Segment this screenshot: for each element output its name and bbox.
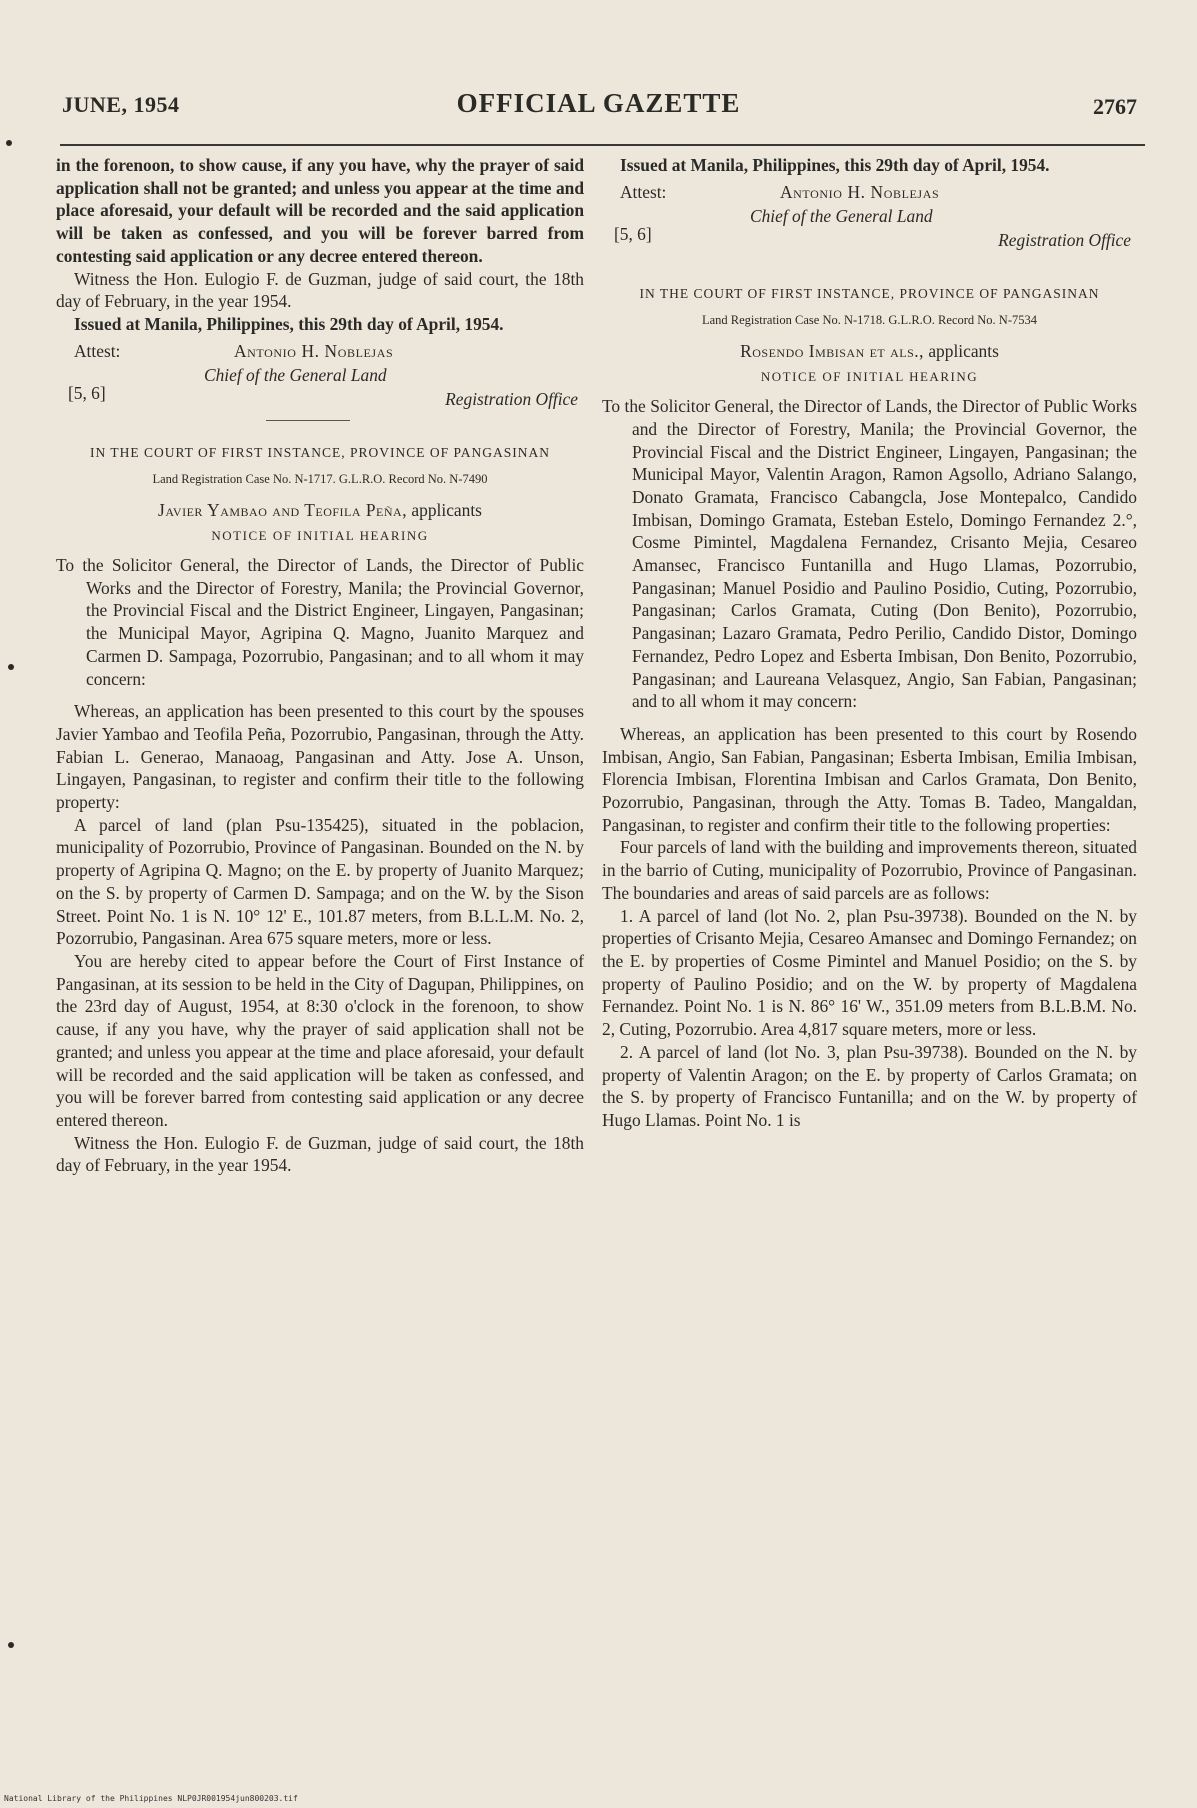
right-paragraph-whereas: Whereas, an application has been presented to this court by Rosendo Imbisan, Angio, San Fabian, Pangasinan; Esberta Imbisan, Emilia Imbisan, Florencia Imbisan, Florentina Imbisan and Carlos Gramata, Don Benito, Pozorrubio, Pangasinan, through the Atty. Tomas B. Tadeo, Mangaldan, Pangasinan, to register and confirm their title to the following properties: [602, 723, 1137, 835]
left-column [56, 154, 584, 1177]
scan-mark [8, 1642, 14, 1648]
scan-mark [6, 140, 12, 146]
left-notice-title: NOTICE OF INITIAL HEARING [211, 528, 429, 544]
issue-date: JUNE, 1954 [62, 92, 180, 117]
left-applicant-role: applicants [411, 499, 482, 520]
right-notice-title: NOTICE OF INITIAL HEARING [760, 369, 979, 385]
right-paragraph-parcels: Four parcels of land with the building and improvements thereon, situated in the barrio of Cuting, municipality of Pozorrubio, Province of Pangasinan. The boundaries and areas of said parcels are as follows: [602, 837, 1137, 903]
attest-signatory: Antonio H. Noblejas [780, 181, 940, 202]
left-attest-block [56, 340, 584, 426]
publication-title: OFFICIAL GAZETTE [456, 88, 741, 118]
left-applicant-names: Javier Yambao and Teofila Peña, [158, 499, 408, 520]
right-column [602, 154, 1137, 1132]
header-rule [60, 144, 1145, 146]
scan-footer: National Library of the Philippines NLP0JR001954jun800203.tif [4, 1794, 298, 1803]
attest-signatory: Antonio H. Noblejas [234, 340, 394, 361]
attest-title-line-2: Registration Office [445, 388, 578, 409]
right-applicant-role: applicants [928, 340, 999, 361]
left-paragraph-whereas: Whereas, an application has been presented to this court by the spouses Javier Yambao and Teofila Peña, Pozorrubio, Pangasinan, through the Atty. Fabian L. Generao, Manaoag, Pangasinan and Atty. Jose A. Unson, Lingayen, Pangasinan, to register and confirm their title to the following property: [56, 701, 584, 813]
right-addressees: To the Solicitor General, the Director of Lands, the Director of Public Works and the Director of Forestry, Manila; the Provincial Governor, the Provincial Fiscal and the District Engineer, Lingayen, Pangasinan; the Municipal Mayor, Valentin Aragon, Ramon Agsollo, Adriano Salango, Donato Gramata, Francisco Cabangcla, Jose Montepalco, Candido Imbisan, Domingo Gramata, Esteban Estelo, Domingo Fernandez 2.°, Cosme Pimintel, Magdalena Fernandez, Crisanto Mejia, Cesareo Amansec, Francisco Funtanilla and Hugo Llamas, Pozorrubio, Pangasinan; Manuel Posidio and Paulino Posidio, Cuting, Pozorrubio, Pangasinan; Carlos Gramata, Cuting (Don Benito), Pozorrubio, Pangasinan; Lazaro Gramata, Pedro Perilio, Candido Distor, Domingo Fernandez, Pedro Lopez and Esberta Imbisan, Don Benito, Pozorrubio, Pangasinan; and Laureana Velasquez, Angio, San Fabian, Pangasinan; and to all whom it may concern: [602, 396, 1137, 712]
left-paragraph-2: Witness the Hon. Eulogio F. de Guzman, judge of said court, the 18th day of February, in the year 1954. [56, 268, 584, 312]
left-addressees: To the Solicitor General, the Director of Lands, the Director of Public Works and the Director of Forestry, Manila; the Provincial Governor, the Provincial Fiscal and the District Engineer, Lingayen, Pangasinan; the Municipal Mayor, Agripina Q. Magno, Juanito Marquez and Carmen D. Sampaga, Pozorrubio, Pangasinan; and to all whom it may concern: [56, 555, 584, 689]
attest-title-line-1: Chief of the General Land [204, 364, 387, 385]
attest-label: Attest: [74, 340, 121, 361]
attest-reference: [5, 6] [68, 382, 106, 403]
section-divider [266, 420, 350, 421]
right-paragraph-1: Issued at Manila, Philippines, this 29th day of April, 1954. [620, 155, 1050, 175]
attest-title-line-1: Chief of the General Land [750, 205, 933, 226]
page-number: 2767 [1093, 94, 1137, 119]
right-case-number: Land Registration Case No. N-1718. G.L.R.O. Record No. N-7534 [701, 312, 1038, 327]
left-paragraph-3: Issued at Manila, Philippines, this 29th day of April, 1954. [74, 313, 504, 334]
left-case-number: Land Registration Case No. N-1717. G.L.R.O. Record No. N-7490 [152, 471, 488, 486]
attest-title-line-2: Registration Office [998, 229, 1131, 250]
scan-mark [8, 664, 14, 670]
right-paragraph-lot-3: 2. A parcel of land (lot No. 3, plan Psu-39738). Bounded on the N. by property of Valentin Aragon; on the E. by property of Carlos Gramata; on the S. by property of Francisco Funtanilla; and on the W. by property of Hugo Llamas. Point No. 1 is [602, 1041, 1137, 1130]
right-attest-block [602, 181, 1137, 267]
page-header [60, 88, 1137, 128]
left-court-heading: IN THE COURT OF FIRST INSTANCE, PROVINCE OF PANGASINAN [89, 444, 551, 460]
left-paragraph-parcel: A parcel of land (plan Psu-135425), situated in the poblacion, municipality of Pozorrubio, Province of Pangasinan. Bounded on the N. by property of Agripina Q. Magno; on the E. by property of Juanito Marquez; on the S. by property of Carmen D. Sampaga; and on the W. by the Sison Street. Point No. 1 is N. 10° 12' E., 101.87 meters, from B.L.L.M. No. 2, Pozorrubio, Pangasinan. Area 675 square meters, more or less. [56, 814, 584, 949]
left-parties [56, 499, 584, 522]
attest-label: Attest: [620, 181, 667, 202]
right-paragraph-lot-2: 1. A parcel of land (lot No. 2, plan Psu-39738). Bounded on the N. by properties of Crisanto Mejia, Cesareo Amansec and Domingo Fernandez; on the E. by properties of Cosme Pimintel and Manuel Posidio; on the S. by property of Paulino Posidio; and on the W. by property of Magdalena Fernandez. Point No. 1 is N. 86° 16' W., 351.09 meters from B.L.B.M. No. 2, Cuting, Pozorrubio. Area 4,817 square meters, more or less. [602, 905, 1137, 1040]
left-paragraph-witness: Witness the Hon. Eulogio F. de Guzman, judge of said court, the 18th day of February, in the year 1954. [56, 1132, 584, 1176]
right-court-heading: IN THE COURT OF FIRST INSTANCE, PROVINCE OF PANGASINAN [639, 285, 1100, 301]
left-paragraph-citation: You are hereby cited to appear before the Court of First Instance of Pangasinan, at its session to be held in the City of Dagupan, Philippines, on the 23rd day of August, 1954, at 8:30 o'clock in the forenoon, to show cause, if any you have, why the prayer of said application shall not be granted; and unless you appear at the time and place aforesaid, your default will be recorded and the said application will be taken as confessed, and you will be forever barred from contesting said application or any decree entered thereon. [56, 950, 584, 1130]
right-applicant-names: Rosendo Imbisan et als., [740, 340, 924, 361]
attest-reference: [5, 6] [614, 223, 652, 244]
left-paragraph-1: in the forenoon, to show cause, if any you have, why the prayer of said application shall not be granted; and unless you appear at the time and place aforesaid, your default will be recorded and the said application will be taken as confessed, and you will be forever barred from contesting said application or any decree entered thereon. [56, 155, 584, 266]
right-parties [602, 340, 1137, 363]
